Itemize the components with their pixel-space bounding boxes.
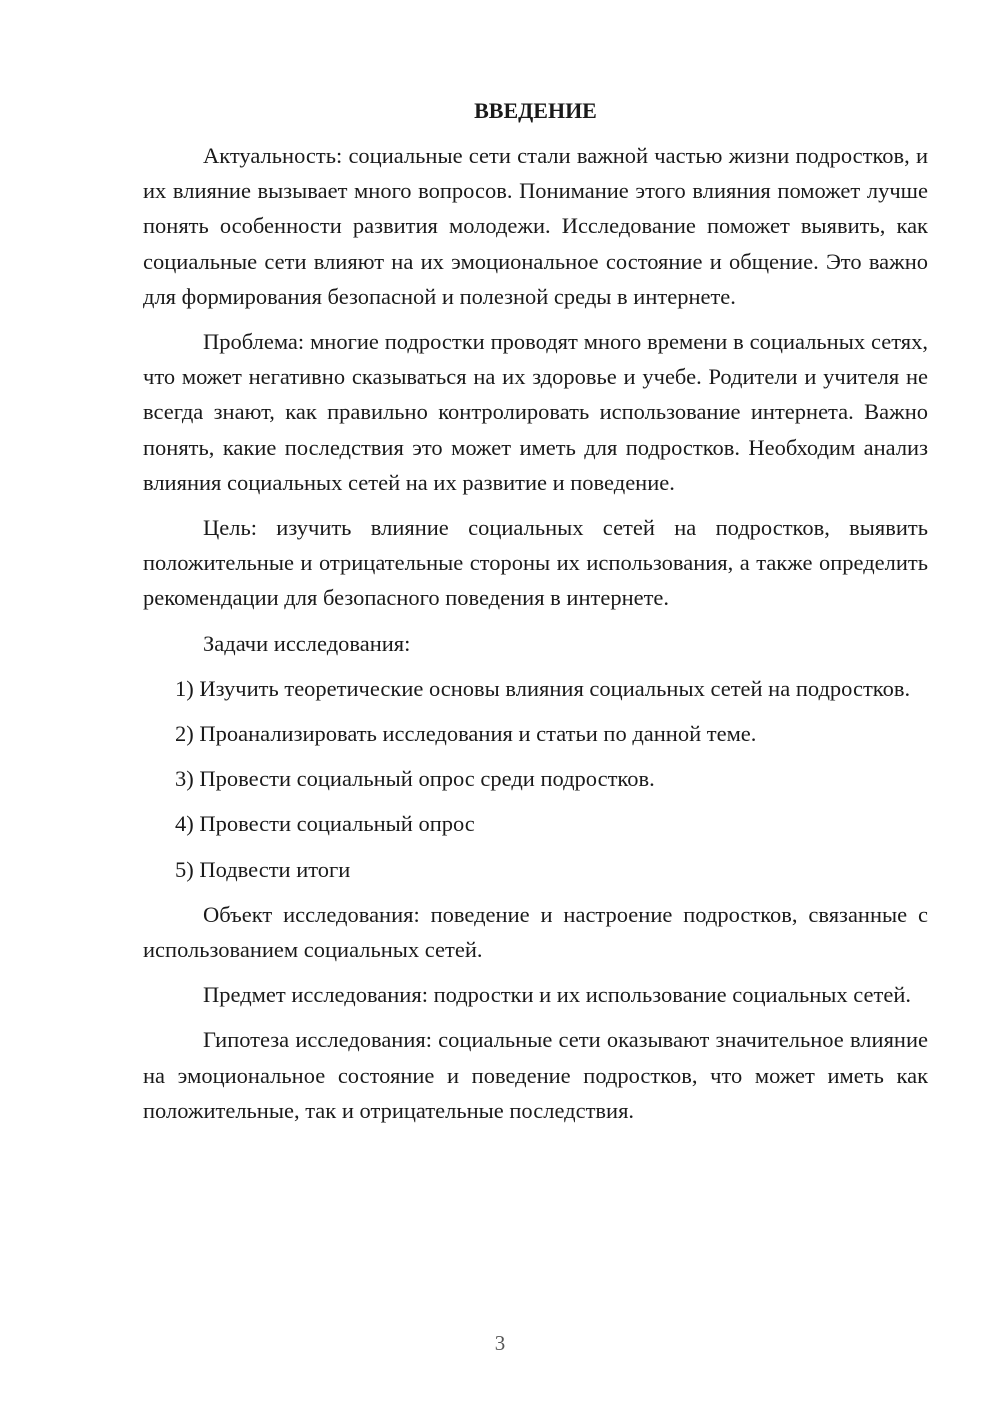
tasks-heading: Задачи исследования: — [203, 630, 411, 656]
task-item-4: 4) Провести социальный опрос — [175, 811, 475, 837]
paragraph-relevance: Актуальность: социальные сети стали важной частью жизни подростков, и их влияние вызывает много вопросов. Понимание этого влияния поможет лучше понять особенности развития молодежи. Исследование поможет выявить, как социальные сети влияют на их эмоциональное состояние и общение. Это важно для формирования безопасной и полезной среды в интернете. — [143, 143, 928, 309]
paragraph-hypothesis: Гипотеза исследования: социальные сети оказывают значительное влияние на эмоциональное состояние и поведение подростков, что может иметь как положительные, так и отрицательные последствия. — [143, 1027, 928, 1123]
task-item-2: 2) Проанализировать исследования и статьи по данной теме. — [175, 721, 757, 747]
task-item-5: 5) Подвести итоги — [175, 856, 351, 882]
page-title: ВВЕДЕНИЕ — [474, 98, 597, 123]
paragraph-object: Объект исследования: поведение и настроение подростков, связанные с использованием социальных сетей. — [143, 901, 928, 963]
page-number: 3 — [494, 1331, 506, 1355]
paragraph-goal: Цель: изучить влияние социальных сетей на подростков, выявить положительные и отрицательные стороны их использования, а также определить рекомендации для безопасного поведения в интернете. — [143, 515, 928, 611]
task-item-3: 3) Провести социальный опрос среди подростков. — [175, 766, 655, 792]
paragraph-problem: Проблема: многие подростки проводят много времени в социальных сетях, что может негативно сказываться на их здоровье и учебе. Родители и учителя не всегда знают, как правильно контролировать использование интернета. Важно понять, какие последствия это может иметь для подростков. Необходим анализ влияния социальных сетей на их развитие и поведение. — [143, 329, 928, 495]
task-item-1: 1) Изучить теоретические основы влияния социальных сетей на подростков. — [175, 675, 911, 701]
paragraph-subject: Предмет исследования: подростки и их использование социальных сетей. — [203, 982, 912, 1008]
document-page — [143, 94, 928, 1138]
